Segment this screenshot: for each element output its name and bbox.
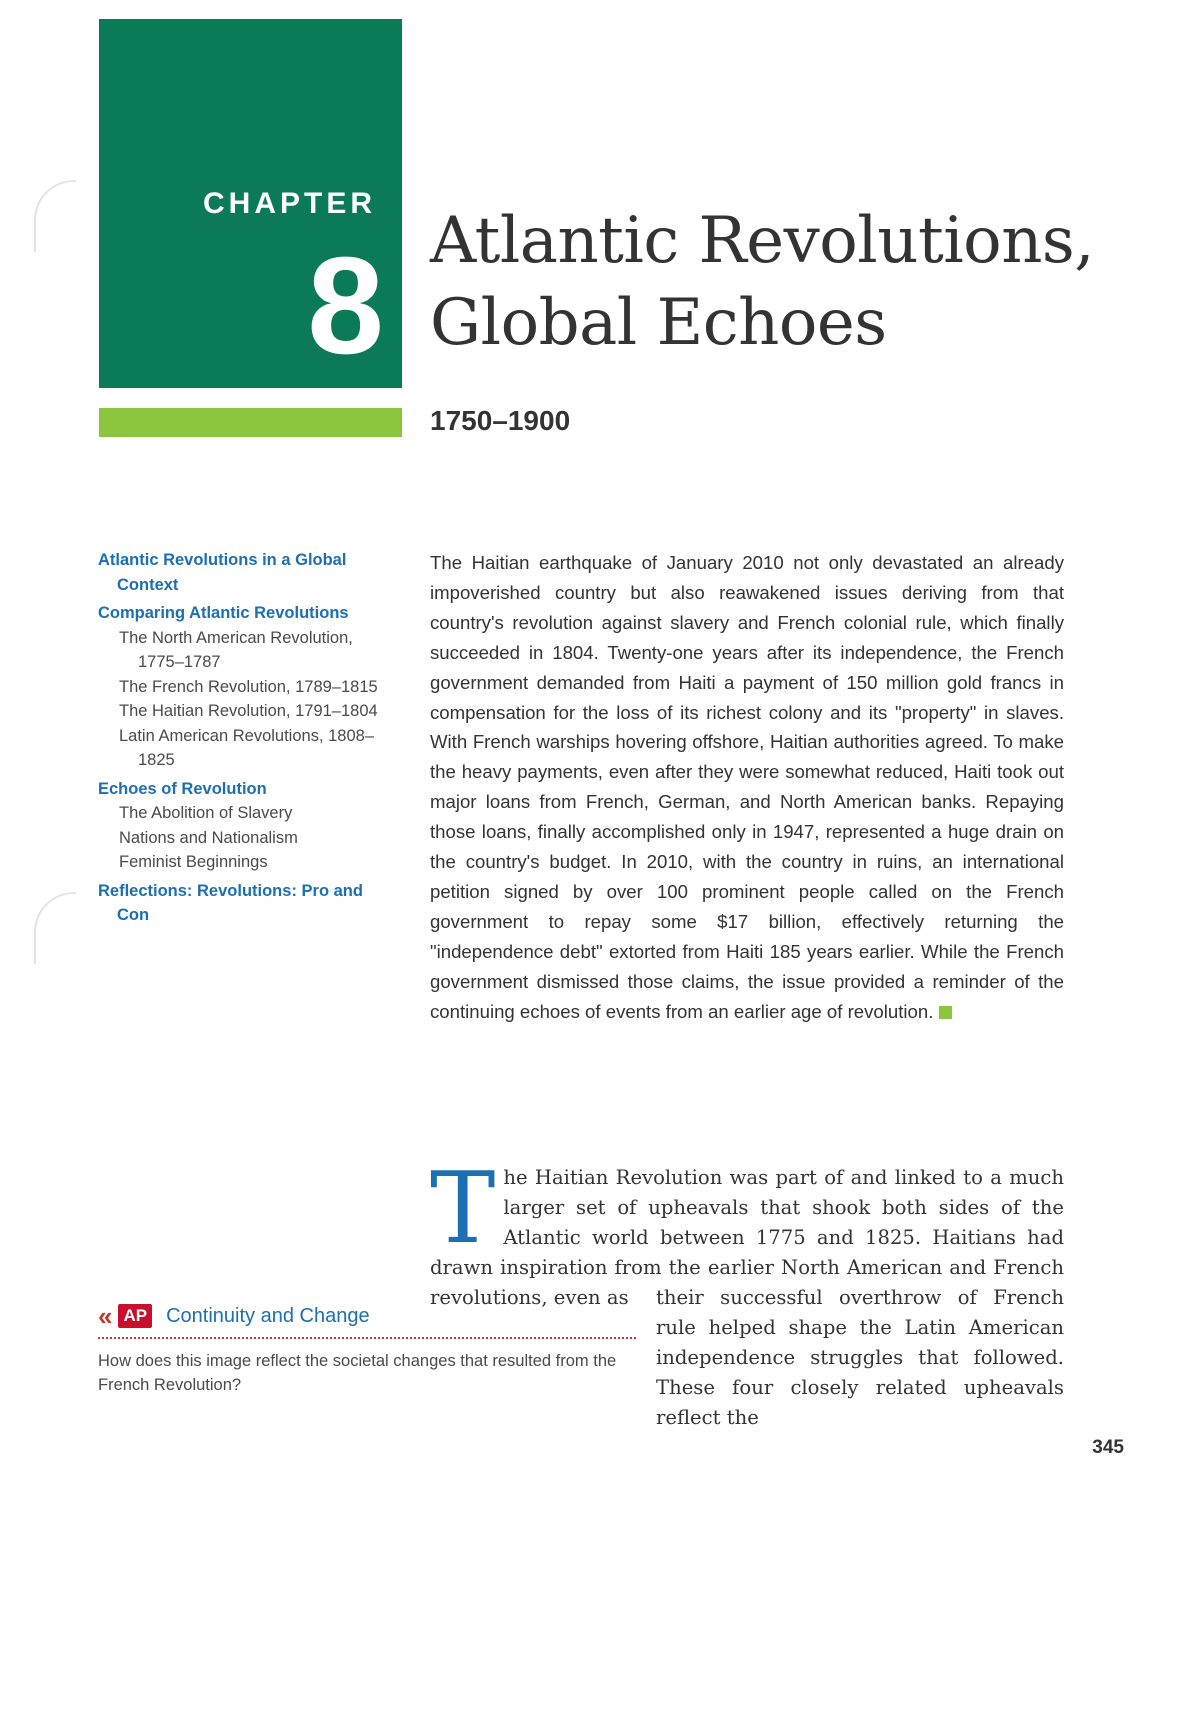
chapter-title-line-2: Global Echoes [430,286,887,360]
outline-section[interactable]: Echoes of Revolution [98,779,267,798]
chapter-label: CHAPTER [202,187,376,220]
chapter-title [430,200,1094,364]
chapter-title-line-1: Atlantic Revolutions, [430,204,1095,278]
outline-subsection: The Abolition of Slavery [119,804,293,822]
outline-subsection: The French Revolution, 1789–1815 [119,677,378,696]
outline-subsection: The Haitian Revolution, 1791–1804 [119,702,378,720]
double-chevron-left-icon: « [98,1301,113,1331]
intro-text: The Haitian earthquake of January 2010 not only devastated an already impoverished country but also reawakened issues deriving from that country's revolution against slavery and French colonial rule, which finally succeeded in 1804. Twenty-one years after its independence, the French government demanded from Haiti a payment of 150 million gold francs in compensation for the loss of its richest colony and its "property" in slaves. With French warships hovering offshore, Haitian authorities agreed. To make the heavy payments, even after they were somewhat reduced, Haiti took out major loans from French, German, and North American banks. Repaying those loans, finally accomplished only in 1947, represented a huge drain on the country's budget. In 2010, with the country in ruins, an international petition signed by over 100 prominent people called on the French government to repay some $17 billion, effectively returning the "independence debt" extorted from Haiti 185 years earlier. While the French government dismissed those claims, the issue provided a reminder of the continuing echoes of events from an earlier age of revolution. [430,552,1064,1022]
ap-heading: Continuity and Change [166,1304,370,1327]
intro-paragraph [430,548,1064,1027]
drop-cap: T [430,1152,496,1266]
ap-badge: AP [118,1304,152,1328]
outline-section[interactable]: Reflections: Revolutions: Pro and Con [98,881,363,924]
outline-subsection: Nations and Nationalism [119,828,298,847]
accent-bar [99,408,402,437]
end-mark [939,1006,952,1019]
body-text-part-2: their successful overthrow of French rule helped shape the Latin American independence struggles that followed. These four closely related upheavals reflect the [656,1286,1064,1429]
outline-subsection: The North American Revolution, 1775–1787 [119,628,353,671]
ap-callout-header [98,1303,636,1339]
outline-section[interactable]: Comparing Atlantic Revolutions [98,604,349,622]
chapter-number: 8 [307,229,384,383]
outline-subsection: Feminist Beginnings [119,853,268,871]
ap-callout [98,1303,636,1397]
scan-mark [34,892,76,964]
scan-mark [34,180,76,252]
body-text-part-1: he Haitian Revolution was part of and linked to a much larger set of upheavals that shook both sides of the Atlantic world between 1775 and 1825. Haitians had drawn inspiration from the earlier North American and French revolutions, even as [430,1166,1064,1309]
chapter-block [99,19,402,388]
outline-section[interactable]: Atlantic Revolutions in a Global Context [98,551,347,594]
page-number: 345 [1092,1437,1124,1458]
outline-subsection: Latin American Revolutions, 1808–1825 [119,726,374,769]
ap-question: How does this image reflect the societal changes that resulted from the French Revolution? [98,1352,617,1394]
body-paragraph-continued [656,1283,1064,1433]
chapter-years: 1750–1900 [430,405,571,436]
chapter-outline [98,548,398,928]
